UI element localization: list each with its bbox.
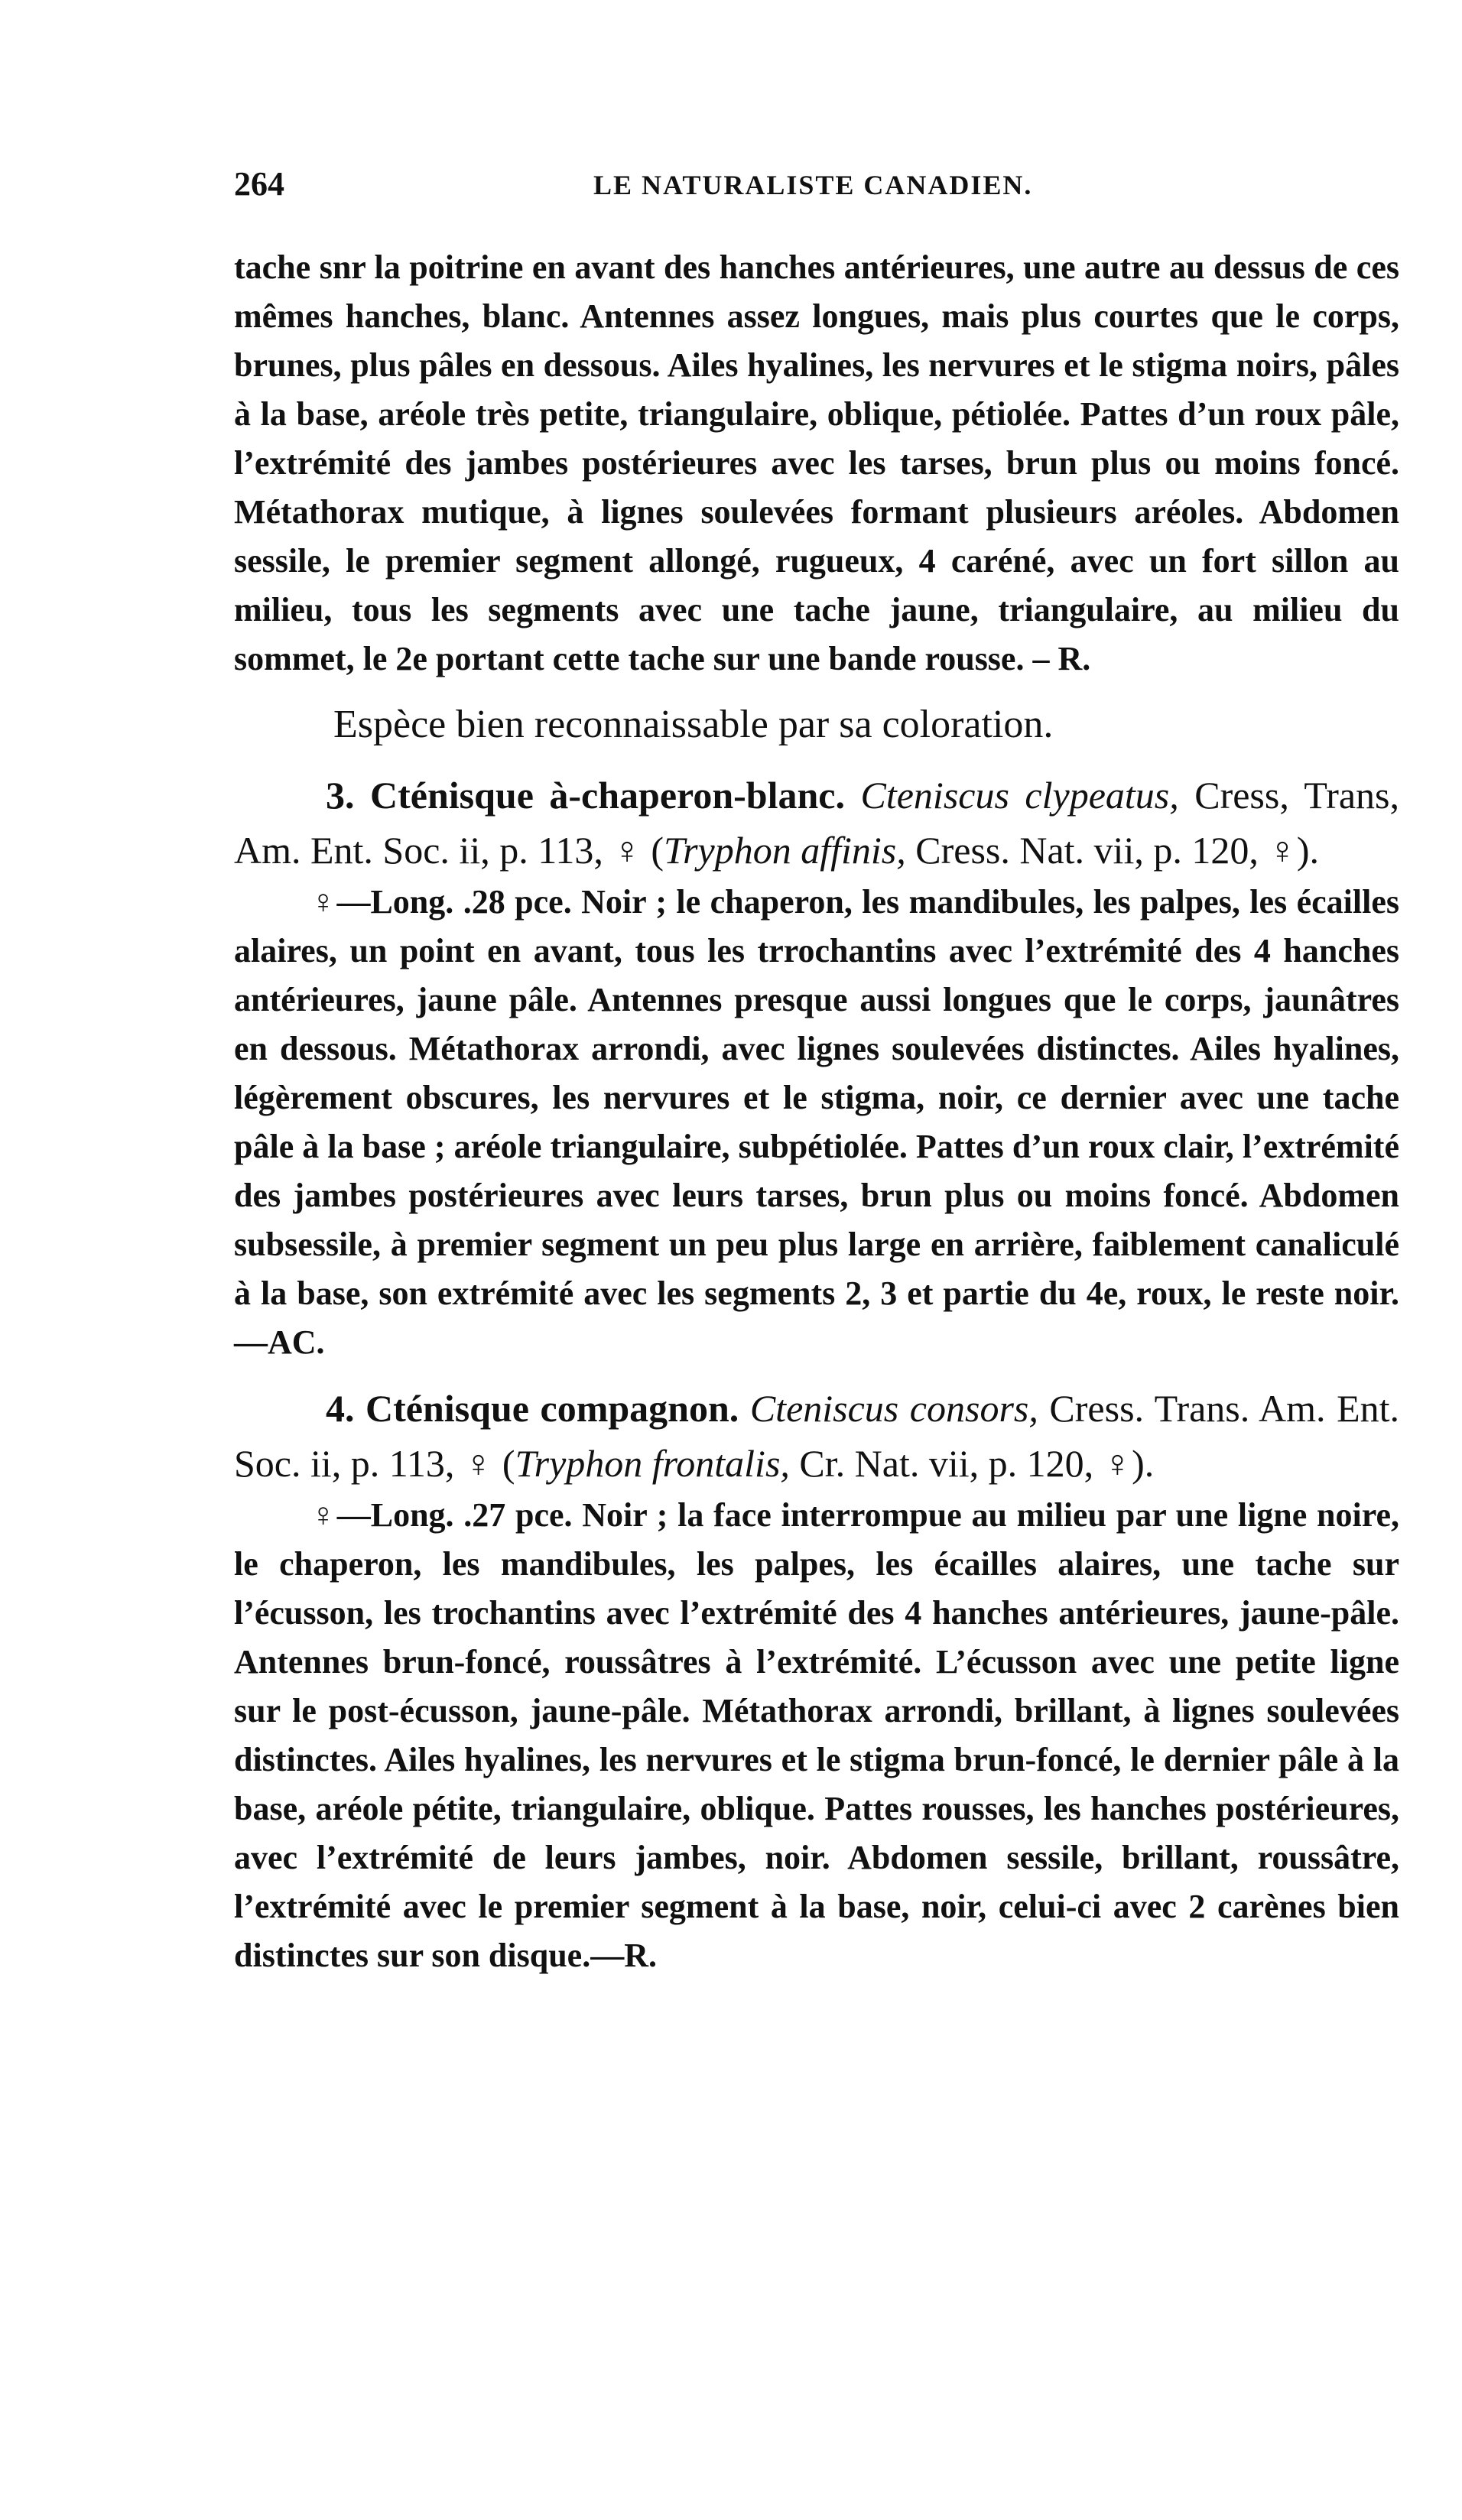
page-number: 264	[234, 165, 284, 203]
species-4-synonym: Tryphon frontalis,	[515, 1442, 790, 1485]
species-4-ref1: Cress. Trans. Am. Ent. Soc. ii, p. 113, ♀ (	[234, 1387, 1400, 1485]
paragraph-continuation: tache snr la poitrine en avant des hanches antérieures, une autre au dessus de ces mêmes hanches, blanc. Antennes assez longues, mais plus courtes que le corps, brunes, plus pâles en dessous. Ailes hyalines, les nervures et le stigma noirs, pâles à la base, aréole très petite, triangulaire, oblique, pétiolée. Pattes d’un roux pâle, l’extrémité des jambes postérieures avec les tarses, brun plus ou moins foncé. Métathorax mutique, à lignes soulevées formant plusieurs aréoles. Abdomen sessile, le premier segment allongé, rugueux, 4 caréné, avec un fort sillon au milieu, tous les segments avec une tache jaune, triangulaire, au milieu du sommet, le 2e portant cette tache sur une bande rousse. – R.	[234, 248, 1399, 677]
page-body	[234, 243, 1399, 1980]
species-4-heading	[234, 1381, 1399, 1491]
species-4-ref2: Cr. Nat. vii, p. 120, ♀).	[789, 1442, 1155, 1485]
species-3-name: 3. Cténisque à-chaperon-blanc.	[326, 774, 845, 817]
species-3-description: ♀—Long. .28 pce. Noir ; le chaperon, les mandibules, les palpes, les écailles alaires, un point en avant, tous les trrochantins avec l’extrémité des 4 hanches antérieures, jaune pâle. Antennes presque aussi longues que le corps, jaunâtres en dessous. Métathorax arrondi, avec lignes soulevées distinctes. Ailes hyalines, légèrement obscures, les nervures et le stigma, noir, ce dernier avec une tache pâle à la base ; aréole triangulaire, subpétiolée. Pattes d’un roux clair, l’extrémité des jambes postérieures avec leurs tarses, brun plus ou moins foncé. Abdomen subsessile, à premier segment un peu plus large en arrière, faiblement canaliculé à la base, son extrémité avec les segments 2, 3 et partie du 4e, roux, le reste noir.—AC.	[234, 883, 1399, 1361]
species-4-name: 4. Cténisque compagnon.	[326, 1387, 739, 1430]
species-3-heading	[234, 768, 1399, 878]
species-3-latin: Cteniscus clypeatus,	[860, 774, 1179, 817]
species-3-ref1: Cress, Trans, Am. Ent. Soc. ii, p. 113, ♀ (	[234, 774, 1400, 872]
species-3-ref2: Cress. Nat. vii, p. 120, ♀).	[905, 829, 1319, 872]
species-4-latin: Cteniscus consors,	[749, 1387, 1038, 1430]
running-title: LE NATURALISTE CANADIEN.	[593, 170, 1033, 200]
species-3-synonym: Tryphon affinis,	[664, 829, 906, 872]
page-header	[234, 164, 1427, 210]
remark: Espèce bien reconnaissable par sa coloration.	[333, 703, 1054, 746]
species-4-description: ♀—Long. .27 pce. Noir ; la face interrompue au milieu par une ligne noire, le chaperon, les mandibules, les palpes, les écailles alaires, une tache sur l’écusson, les trochantins avec l’extrémité des 4 hanches antérieures, jaune-pâle. Antennes brun-foncé, roussâtres à l’extrémité. L’écusson avec une petite ligne sur le post-écusson, jaune-pâle. Métathorax arrondi, brillant, à lignes soulevées distinctes. Ailes hyalines, les nervures et le stigma brun-foncé, le dernier pâle à la base, aréole pétite, triangulaire, oblique. Pattes rousses, les hanches postérieures, avec l’extrémité de leurs jambes, noir. Abdomen sessile, brillant, roussâtre, l’extrémité avec le premier segment à la base, noir, celui-ci avec 2 carènes bien distinctes sur son disque.—R.	[234, 1496, 1399, 1974]
